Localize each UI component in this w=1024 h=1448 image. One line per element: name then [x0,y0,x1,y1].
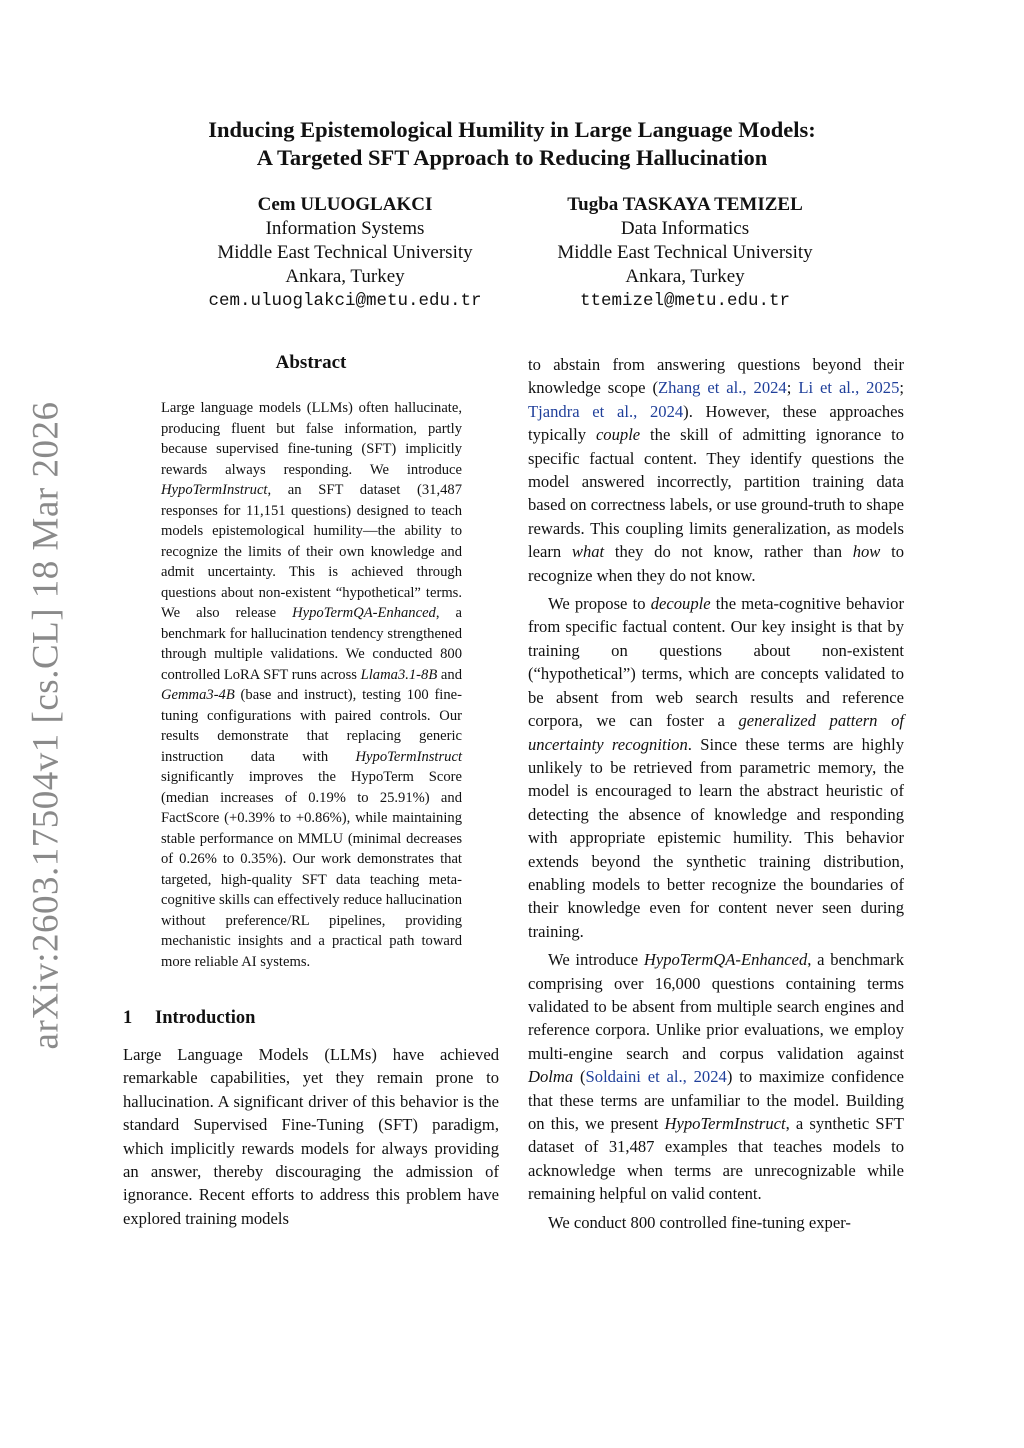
text: ( [573,1067,586,1087]
text: the meta-cognitive behavior from specific factual content. Our key insight is that by training on questions about non-existent (“hypothetical”) terms, which are concepts validated to be absent from web search results and reference corpora, we can foster a [528,594,905,731]
abstract-text-6: significantly improves the HypoTerm Score (median increases of 0.19% to 25.91%) and FactScore (+0.39% to +0.86%), while maintaining stable performance on MMLU (minimal decreases of 0.26% to 0.35%). Our work demonstrates that targeted, high-quality SFT data teaching meta-cognitive skills can effectively reduce hallucination without preference/RL pipelines, providing mechanistic insights and a practical path toward more reliable AI systems. [161,769,462,970]
abstract-body [161,398,462,972]
intro-paragraph-1: Large Language Models (LLMs) have achieved remarkable capabilities, yet they remain prone to hallucination. A significant driver of this behavior is the standard Supervised Fine-Tuning (SFT) paradigm, which implicitly rewards models for always providing an answer, thereby discouraging the admission of ignorance. Recent efforts to address this problem have explored training models [123,1045,499,1228]
intro-paragraph-4: We conduct 800 controlled fine-tuning exper- [548,1212,851,1232]
paper-title [100,116,924,172]
citation-link[interactable]: Zhang et al., 2024 [658,378,787,398]
text: We propose to [548,594,651,614]
paper-title-line-1: Inducing Epistemological Humility in Large Language Models: [208,117,816,142]
text: ). However, these approaches typically [528,401,904,445]
text: ; [786,378,799,398]
emphasis: Dolma [528,1067,574,1087]
text: they do not know, rather than [604,542,853,562]
paper-title-line-2: A Targeted SFT Approach to Reducing Hallucination [256,145,768,170]
author-2-department: Data Informatics [620,218,750,239]
author-1-email: cem.uluoglakci@metu.edu.tr [208,291,482,311]
intro-paragraph-3 [528,948,904,1205]
emphasis: how [852,542,881,562]
author-1 [165,193,525,313]
abstract-dataset-name-2: HypoTermInstruct [355,748,462,765]
author-2-institution: Middle East Technical University [557,242,813,263]
section-title: Introduction [155,1008,256,1028]
emphasis: generalized pattern of uncertainty recognition [528,711,904,754]
author-2-name: Tugba TASKAYA TEMIZEL [567,194,803,215]
text: to abstain from answering questions beyond their knowledge scope ( [528,355,904,398]
right-column [528,353,904,1234]
abstract-benchmark-name: HypoTermQA-Enhanced [292,605,436,621]
left-column [123,350,499,1230]
citation-link[interactable]: Tjandra et al., 2024 [528,401,684,421]
emphasis: HypoTermInstruct [664,1114,786,1133]
author-1-location: Ankara, Turkey [285,266,405,287]
section-number: 1 [123,1008,133,1028]
citation-link[interactable]: Soldaini et al., 2024 [585,1067,727,1087]
intro-paragraph-1-continued [528,353,904,587]
text: We introduce [548,950,644,970]
abstract-text-3: , a benchmark for hallucination tendency strengthened through multiple validations. We conducted 800 controlled LoRA SFT runs across [161,605,462,683]
section-heading-introduction [123,1008,499,1029]
citation-link[interactable]: Li et al., 2025 [798,378,900,398]
intro-paragraph-2 [528,592,904,943]
emphasis: decouple [650,594,711,614]
arxiv-identifier-text: arXiv:2603.17504v1 [cs.CL] 18 Mar 2026 [25,401,67,1049]
abstract-text-1: Large language models (LLMs) often hallucinate, producing fluent but false information, partly because supervised fine-tuning (SFT) implicitly rewards always responding. We introduce [161,400,462,478]
abstract-text-5: (base and instruct), testing 100 fine-tuning configurations with paired controls. Our results demonstrate that replacing generic instruction data with [161,687,462,765]
text: ; [899,378,904,398]
abstract-model-1: Llama3.1-8B [360,666,438,683]
author-2-email: ttemizel@metu.edu.tr [579,291,791,311]
emphasis: HypoTermQA-Enhanced [643,950,808,970]
author-1-institution: Middle East Technical University [217,242,473,263]
arxiv-identifier [6,401,86,1049]
text: , a benchmark comprising over 16,000 questions containing terms validated to be absent from multiple search engines and reference corpora. Unlike prior evaluations, we employ multi-engine search and corpus validation against [528,950,904,1063]
author-1-name: Cem ULUOGLAKCI [257,194,433,215]
abstract-dataset-name: HypoTermInstruct [161,482,268,498]
abstract-model-2: Gemma3-4B [161,687,235,703]
text: . Since these terms are highly unlikely to be retrieved from parametric memory, the model is encouraged to learn the abstract heuristic of detecting the absence of knowledge and responding with appropriate epistemic humility. This behavior extends beyond the synthetic training distribution, enabling models to better recognize the boundaries of their knowledge even for content never seen during training. [528,734,904,941]
emphasis: what [571,542,605,562]
author-2-location: Ankara, Turkey [625,266,745,287]
abstract-text-4: and [437,666,462,683]
text: the skill of admitting ignorance to specific factual content. They identify questions the model answered incorrectly, partition training data based on correctness labels, or use ground-truth to shape rewards. This coupling limits generalization, as models learn [528,425,904,562]
author-1-department: Information Systems [265,218,425,239]
text: to recognize when they do not know. [528,542,904,585]
abstract-text-2: , an SFT dataset (31,487 responses for 11,151 questions) designed to teach models epistemological humility—the ability to recognize the limits of their own knowledge and admit uncertainty. This is achieved through questions about non-existent “hypothetical” terms. We also release [161,482,462,621]
author-2 [505,193,865,313]
abstract-heading: Abstract [275,352,347,373]
text: ) to maximize confidence that these terms are unfamiliar to the model. Building on this, we present [528,1067,904,1133]
text: , a synthetic SFT dataset of 31,487 examples that teaches models to acknowledge when terms are unrecognizable while remaining helpful on valid content. [528,1114,905,1204]
emphasis: couple [595,425,641,445]
